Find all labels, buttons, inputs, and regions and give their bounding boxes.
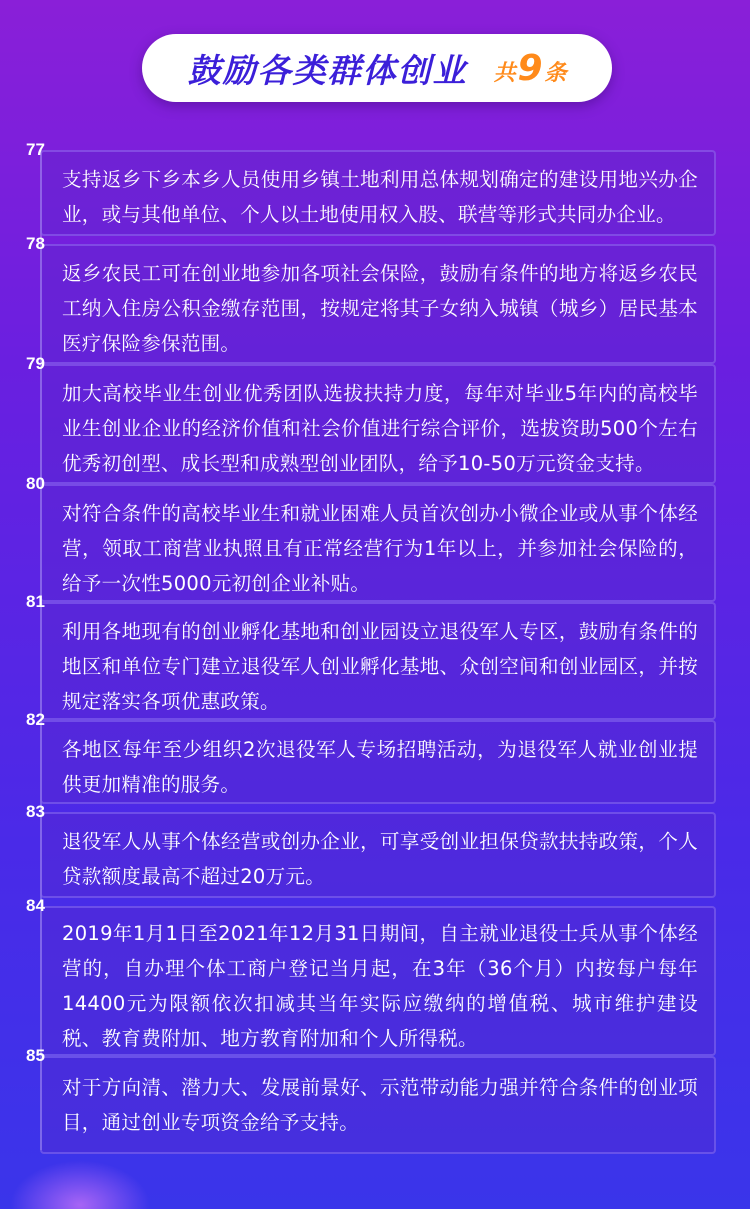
policy-text: 退役军人从事个体经营或创办企业，可享受创业担保贷款扶持政策，个人贷款额度最高不超过20万元。	[62, 830, 698, 888]
policy-text: 支持返乡下乡本乡人员使用乡镇土地利用总体规划确定的建设用地兴办企业，或与其他单位、个人以土地使用权入股、联营等形式共同办企业。	[62, 168, 698, 226]
policy-card	[40, 812, 716, 898]
policy-text: 各地区每年至少组织2次退役军人专场招聘活动，为退役军人就业创业提供更加精准的服务。	[62, 738, 698, 796]
policy-number: 84	[26, 896, 45, 915]
decorative-glow	[10, 1160, 150, 1209]
item-count-suffix: 条	[544, 60, 567, 86]
item-count-number: 9	[517, 47, 543, 89]
policy-number: 83	[26, 802, 45, 821]
policy-text: 对符合条件的高校毕业生和就业困难人员首次创办小微企业或从事个体经营，领取工商营业执照且有正常经营行为1年以上，并参加社会保险的，给予一次性5000元初创企业补贴。	[62, 502, 698, 595]
policy-text: 2019年1月1日至2021年12月31日期间，自主就业退役士兵从事个体经营的，自办理个体工商户登记当月起，在3年（36个月）内按每户每年14400元为限额依次扣减其当年实际应缴纳的增值税、城市维护建设税、教育费附加、地方教育附加和个人所得税。	[62, 922, 698, 1050]
title-banner	[142, 34, 612, 102]
policy-number: 78	[26, 234, 45, 253]
policy-number: 85	[26, 1046, 45, 1065]
policy-number: 77	[26, 140, 45, 159]
policy-text: 返乡农民工可在创业地参加各项社会保险，鼓励有条件的地方将返乡农民工纳入住房公积金缴存范围，按规定将其子女纳入城镇（城乡）居民基本医疗保险参保范围。	[62, 262, 698, 355]
policy-card	[40, 364, 716, 484]
policy-number: 79	[26, 354, 45, 373]
page-title: 鼓励各类群体创业	[187, 50, 468, 90]
policy-number: 80	[26, 474, 45, 493]
policy-card	[40, 1056, 716, 1154]
policy-card	[40, 244, 716, 364]
policy-text: 对于方向清、潜力大、发展前景好、示范带动能力强并符合条件的创业项目，通过创业专项资金给予支持。	[62, 1076, 698, 1134]
policy-card	[40, 602, 716, 720]
policy-card	[40, 906, 716, 1056]
policy-text: 利用各地现有的创业孵化基地和创业园设立退役军人专区，鼓励有条件的地区和单位专门建立退役军人创业孵化基地、众创空间和创业园区，并按规定落实各项优惠政策。	[62, 620, 698, 713]
policy-card	[40, 484, 716, 602]
policy-number: 82	[26, 710, 45, 729]
policy-card	[40, 150, 716, 236]
item-count	[493, 48, 566, 89]
policy-number: 81	[26, 592, 45, 611]
policy-text: 加大高校毕业生创业优秀团队选拔扶持力度，每年对毕业5年内的高校毕业生创业企业的经济价值和社会价值进行综合评价，选拔资助500个左右优秀初创型、成长型和成熟型创业团队，给予10-50万元资金支持。	[62, 382, 698, 475]
policy-card	[40, 720, 716, 804]
item-count-prefix: 共	[493, 60, 516, 86]
